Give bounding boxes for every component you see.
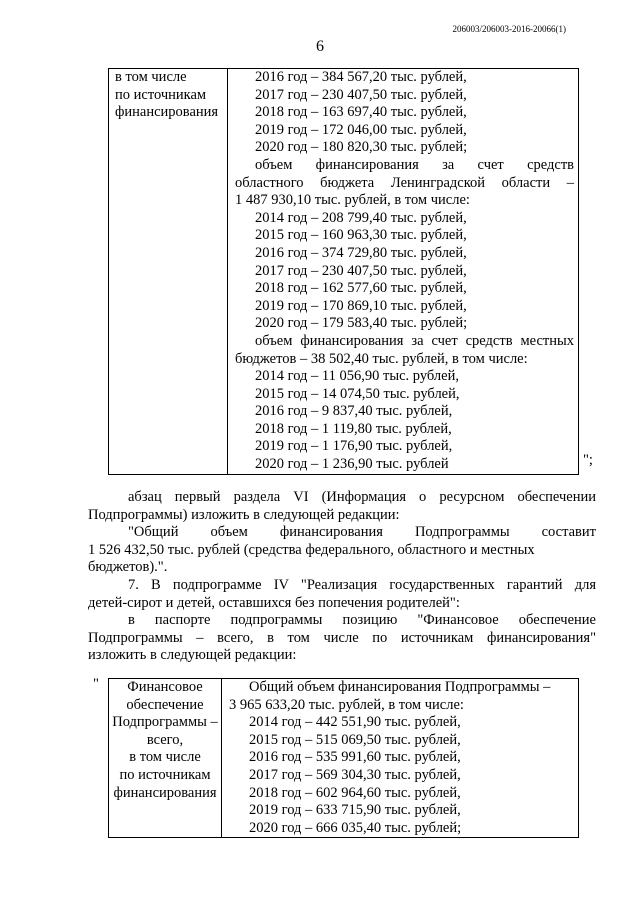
table2-left-line: обеспечение	[126, 696, 204, 713]
table1-left-cell	[109, 69, 228, 475]
paragraph-line: "Общий объем финансирования Подпрограммы составит	[128, 524, 596, 541]
paragraph-line: бюджетов).".	[88, 559, 168, 576]
table2-left-line: по источникам	[119, 766, 211, 783]
table2-year-line: 2019 год – 633 715,90 тыс. рублей,	[249, 802, 461, 819]
page-number: 6	[316, 38, 324, 55]
table1-right-cell	[228, 69, 579, 475]
table1-year-line: 2017 год – 230 407,50 тыс. рублей,	[255, 262, 467, 279]
table1-year-line: 2019 год – 1 176,90 тыс. рублей,	[255, 438, 453, 455]
table2-left-line: Финансовое	[127, 679, 203, 695]
table1-year-line: 2016 год – 384 567,20 тыс. рублей,	[255, 69, 467, 85]
table1-year-line: 2016 год – 9 837,40 тыс. рублей,	[255, 403, 453, 420]
table2-year-line: 2014 год – 442 551,90 тыс. рублей,	[249, 714, 461, 731]
table2-right-cell	[222, 679, 579, 838]
funding-table-continued	[108, 68, 579, 475]
table2-text-line: Общий объем финансирования Подпрограммы –	[249, 679, 551, 695]
table1-year-line: 2016 год – 374 729,80 тыс. рублей,	[255, 244, 467, 261]
document-number: 206003/206003-2016-20066(1)	[452, 24, 566, 34]
table2-year-line: 2017 год – 569 304,30 тыс. рублей,	[249, 766, 461, 783]
funding-table-subprogram-iv	[108, 678, 579, 838]
table1-year-line: 2017 год – 230 407,50 тыс. рублей,	[255, 86, 467, 103]
paragraph-line: 7. В подпрограмме IV "Реализация государственных гарантий для	[128, 576, 596, 593]
closing-quote-mark: ";	[583, 452, 593, 468]
table2-left-line: всего,	[146, 731, 184, 748]
table1-year-line: 2020 год – 179 583,40 тыс. рублей;	[255, 315, 468, 332]
table1-text-line: областного бюджета Ленинградской области –	[235, 174, 574, 191]
table2-left-cell	[109, 679, 222, 838]
table2-year-line: 2015 год – 515 069,50 тыс. рублей,	[249, 731, 461, 748]
table1-left-line: по источникам	[115, 86, 207, 103]
table2-year-line: 2018 год – 602 964,60 тыс. рублей,	[249, 784, 461, 801]
paragraph-line: абзац первый раздела VI (Информация о ресурсном обеспечении	[128, 489, 596, 505]
table1-year-line: 2020 год – 1 236,90 тыс. рублей	[255, 456, 449, 473]
paragraph-line: 1 526 432,50 тыс. рублей (средства федерального, областного и местных	[88, 541, 535, 558]
table1-year-line: 2020 год – 180 820,30 тыс. рублей;	[255, 139, 468, 156]
table1-year-line: 2019 год – 170 869,10 тыс. рублей,	[255, 297, 467, 314]
table1-year-line: 2014 год – 208 799,40 тыс. рублей,	[255, 209, 467, 226]
table1-year-line: 2015 год – 160 963,30 тыс. рублей,	[255, 227, 467, 244]
paragraph-line: Подпрограммы – всего, в том числе по источникам финансирования"	[88, 629, 596, 646]
table1-text-line: бюджетов – 38 502,40 тыс. рублей, в том числе:	[235, 350, 528, 367]
table2-year-line: 2020 год – 666 035,40 тыс. рублей;	[249, 819, 462, 836]
paragraph-line: детей-сирот и детей, оставшихся без попечения родителей":	[88, 594, 460, 611]
opening-quote-mark: "	[93, 676, 99, 692]
table2-year-line: 2016 год – 535 991,60 тыс. рублей,	[249, 749, 461, 766]
paragraph-line: изложить в следующей редакции:	[88, 647, 297, 664]
paragraph-block	[88, 489, 596, 665]
table1-left-line: в том числе	[115, 69, 187, 85]
table2-left-line: финансирования	[113, 784, 217, 801]
table1-text-line: объем финансирования за счет средств	[255, 156, 574, 173]
table1-year-line: 2018 год – 163 697,40 тыс. рублей,	[255, 104, 467, 121]
table1-text-line: объем финансирования за счет средств местных	[255, 332, 574, 349]
table2-left-line: Подпрограммы –	[112, 714, 218, 731]
table1-text-line: 1 487 930,10 тыс. рублей, в том числе:	[235, 192, 470, 209]
table1-year-line: 2015 год – 14 074,50 тыс. рублей,	[255, 385, 460, 402]
table1-year-line: 2019 год – 172 046,00 тыс. рублей,	[255, 121, 467, 138]
table1-year-line: 2014 год – 11 056,90 тыс. рублей,	[255, 368, 459, 385]
table2-text-line: 3 965 633,20 тыс. рублей, в том числе:	[229, 696, 464, 713]
table2-left-line: в том числе	[129, 749, 201, 766]
paragraph-line: Подпрограммы) изложить в следующей редакции:	[88, 506, 400, 523]
table1-left-line: финансирования	[115, 104, 219, 121]
table1-year-line: 2018 год – 1 119,80 тыс. рублей,	[255, 420, 452, 437]
paragraph-line: в паспорте подпрограммы позицию "Финансовое обеспечение	[128, 612, 596, 629]
table1-year-line: 2018 год – 162 577,60 тыс. рублей,	[255, 280, 467, 297]
